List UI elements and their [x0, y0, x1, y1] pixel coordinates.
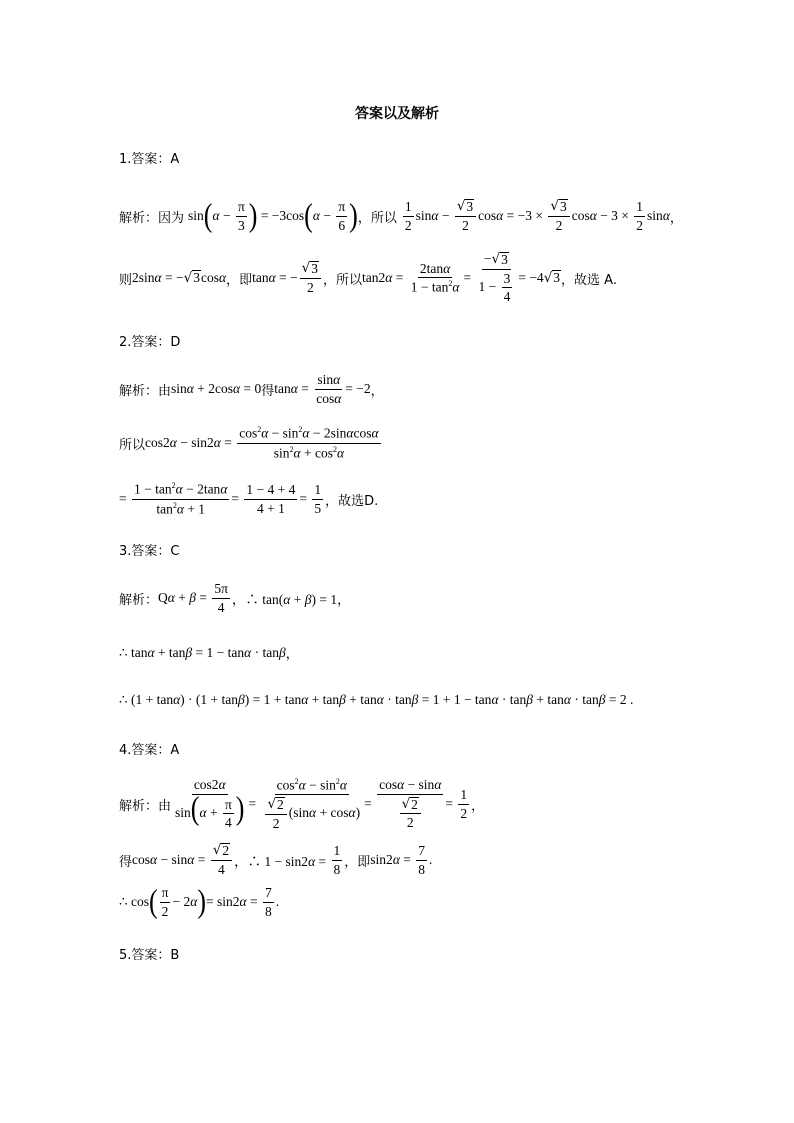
answer-5-label: 5.答案：B [119, 948, 180, 963]
solution-1-line-2: 则 2sinα = − √ 3 cosα ，即 tanα = − √ 3 2 ，所以 tan2α = $\frac{2\tan\alpha}{1 - \tan^2\alpha}$ = − √ 3 1 − $\frac{3}{4}$ = −4 √ 3 ，故选 A. [119, 251, 617, 305]
solution-4-line-3: ∴ cos ( $\frac{\pi}{2}$ − 2α ) = sin2α = $\frac{7}{8}$ . [119, 883, 280, 920]
solution-4-line-2: 得 cosα − sinα = √ 2 4 ，∴ 1 − sin2α = $\frac{1}{8}$ ，即 sin2α = $\frac{7}{8}$ . [119, 842, 433, 878]
solution-4-line-1: 解析： 由 cos2α sin(α + $\frac{\pi}{4}$ ) = $\cos^2\alpha - \sin^2\alpha$ √ 2 2 (sinα + cosα) = cosα − sinα √ 2 2 = $\frac{1}{2}$ ， [119, 776, 485, 831]
solution-3-line-1: 解析： Qα + β = $\frac{5\pi}{4}$ ，∴ tan(α + β) = 1 ， [119, 580, 351, 615]
page-title: 答案以及解析 [355, 106, 439, 122]
solution-2-line-1: 解析： 由 sinα + 2cosα = 0 得 tanα = $\frac{\sin\alpha}{\cos\alpha}$ = −2 ， [119, 371, 384, 406]
answer-4-label: 4.答案：A [119, 743, 180, 758]
solution-1-line-1: 解析： 因为 sin ( α − $\frac{\pi}{3}$ ) = −3cos ( α − $\frac{\pi}{6}$ ) ，所以 $\frac{1}{2}$ sinα − √ 3 2 cosα = −3 × √ 3 2 cosα − 3 × $\frac{1}{2}$ sinα ， [119, 197, 683, 234]
solution-3-line-2: ∴ tanα + tanβ = 1 − tanα · tanβ ， [119, 644, 299, 662]
solution-3-line-3: ∴ (1 + tanα) · (1 + tanβ) = 1 + tanα + tanβ + tanα · tanβ = 1 + 1 − tanα · tanβ + tanα · tanβ = 2 . [119, 692, 634, 707]
answer-1-label: 1.答案：A [119, 152, 180, 167]
answer-3-label: 3.答案：C [119, 544, 180, 559]
answer-2-label: 2.答案：D [119, 335, 181, 350]
solution-2-line-3: = $\frac{1 - \tan^2\alpha - 2\tan\alpha}{\tan^2\alpha + 1}$ = $\frac{1 - 4 + 4}{4 + 1}$ = $\frac{1}{5}$ ，故选D. [119, 481, 379, 516]
solution-2-line-2: 所以 cos2α − sin2α = $\frac{\cos^2\alpha - \sin^2\alpha - 2\sin\alpha\cos\alpha}{\sin^2\alpha + \cos^2\alpha}$ [119, 425, 379, 460]
